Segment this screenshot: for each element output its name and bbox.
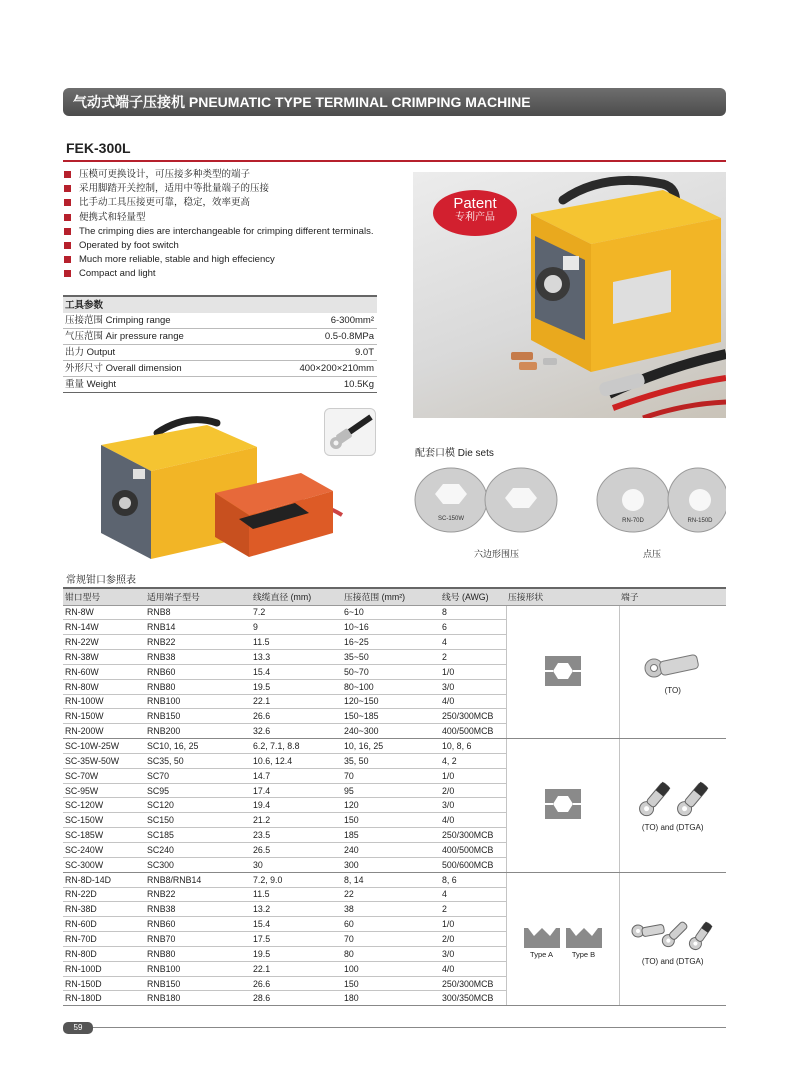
- feature-list: [64, 168, 394, 282]
- terminal-label: (TO) and (DTGA): [641, 957, 704, 967]
- table-cell: 7.2: [251, 605, 342, 620]
- table-cell: RNB22: [145, 887, 251, 902]
- table-cell: SC-300W: [63, 857, 145, 872]
- table-cell: SC-150W: [63, 813, 145, 828]
- table-cell: 150: [342, 813, 440, 828]
- table-cell: 3/0: [440, 798, 506, 813]
- table-cell: SC300: [145, 857, 251, 872]
- terminal-thumbnail: [324, 408, 376, 456]
- type-a-crimp-shape-icon: [524, 918, 560, 948]
- table-cell: 3/0: [440, 679, 506, 694]
- table-cell: 4: [440, 887, 506, 902]
- spec-heading: 工具参数: [63, 295, 377, 313]
- bullet-icon: [64, 171, 71, 178]
- table-cell: 11.5: [251, 635, 342, 650]
- table-cell: 35~50: [342, 650, 440, 665]
- table-cell: RNB38: [145, 902, 251, 917]
- table-cell: RNB14: [145, 620, 251, 635]
- table-cell: SC-10W-25W: [63, 739, 145, 754]
- table-cell: RN-150W: [63, 709, 145, 724]
- terminal-label: (TO): [664, 686, 681, 696]
- table-cell: SC-240W: [63, 843, 145, 858]
- table-cell: RNB8: [145, 605, 251, 620]
- table-cell: 1/0: [440, 768, 506, 783]
- table-cell: 11.5: [251, 887, 342, 902]
- table-cell: 400/500MCB: [440, 724, 506, 739]
- product-photo-main: [413, 172, 726, 418]
- table-cell: 240: [342, 843, 440, 858]
- bullet-icon: [64, 242, 71, 249]
- table-cell: 8, 6: [440, 872, 506, 887]
- table-cell: RNB38: [145, 650, 251, 665]
- table-cell: RN-8D-14D: [63, 872, 145, 887]
- table-cell: 4, 2: [440, 753, 506, 768]
- table-cell: 95: [342, 783, 440, 798]
- page-number: 59: [63, 1022, 93, 1034]
- terminal-label: (TO) and (DTGA): [641, 822, 704, 832]
- table-cell: RN-180D: [63, 991, 145, 1006]
- spec-row: 外形尺寸 Overall dimension 400×200×210mm: [63, 361, 377, 377]
- table-cell: 8: [440, 605, 506, 620]
- die-sets-photo: [413, 460, 726, 540]
- col-header: 端子: [619, 588, 726, 605]
- spec-table: [63, 295, 377, 393]
- table-cell: RN-80W: [63, 679, 145, 694]
- table-cell: 15.4: [251, 917, 342, 932]
- table-cell: 250/300MCB: [440, 976, 506, 991]
- spec-row: 出力 Output 9.0T: [63, 345, 377, 361]
- die-caption-point: 点压: [643, 549, 662, 559]
- table-cell: 180: [342, 991, 440, 1006]
- table-cell: 19.5: [251, 679, 342, 694]
- footer-rule: [93, 1027, 726, 1028]
- table-cell: RN-22D: [63, 887, 145, 902]
- table-cell: RNB80: [145, 679, 251, 694]
- die-label: RN-150D: [687, 518, 713, 524]
- col-header: 钳口型号: [63, 588, 145, 605]
- table-cell: 80: [342, 946, 440, 961]
- die-label: RN-70D: [622, 518, 644, 524]
- table-cell: 15.4: [251, 664, 342, 679]
- table-cell: 14.7: [251, 768, 342, 783]
- table-cell: RNB180: [145, 991, 251, 1006]
- table-cell: 9: [251, 620, 342, 635]
- reference-table-title: 常规钳口参照表: [66, 575, 136, 586]
- table-cell: 28.6: [251, 991, 342, 1006]
- die-caption-hexagon: 六边形围压: [474, 549, 520, 559]
- table-cell: 32.6: [251, 724, 342, 739]
- feature-item: Operated by foot switch: [64, 239, 394, 253]
- bullet-icon: [64, 228, 71, 235]
- table-cell: RN-80D: [63, 946, 145, 961]
- table-cell: 17.4: [251, 783, 342, 798]
- table-cell: 26.6: [251, 976, 342, 991]
- table-cell: 2/0: [440, 932, 506, 947]
- col-header: 压接范围 (mm²): [342, 588, 440, 605]
- table-cell: RN-60D: [63, 917, 145, 932]
- terminal-cell: [619, 605, 726, 739]
- hexagon-crimp-shape-icon: [545, 789, 581, 819]
- table-cell: 8, 14: [342, 872, 440, 887]
- terminal-set-icon: [628, 911, 718, 953]
- table-cell: 10, 16, 25: [342, 739, 440, 754]
- model-number: FEK-300L: [66, 140, 131, 156]
- terminal-lug-icon: [325, 409, 375, 455]
- table-cell: 150: [342, 976, 440, 991]
- table-cell: RNB150: [145, 976, 251, 991]
- type-a-label: Type A: [530, 950, 553, 960]
- type-b-label: Type B: [571, 950, 596, 960]
- table-cell: 2/0: [440, 783, 506, 798]
- feature-item: Compact and light: [64, 267, 394, 281]
- table-cell: 250/300MCB: [440, 709, 506, 724]
- table-cell: RN-38D: [63, 902, 145, 917]
- table-cell: SC-35W-50W: [63, 753, 145, 768]
- table-cell: 4/0: [440, 694, 506, 709]
- table-cell: 185: [342, 828, 440, 843]
- type-b-crimp-shape-icon: [566, 918, 602, 948]
- table-cell: RNB200: [145, 724, 251, 739]
- bullet-icon: [64, 214, 71, 221]
- table-cell: 22: [342, 887, 440, 902]
- bullet-icon: [64, 256, 71, 263]
- terminal-cell: [619, 739, 726, 873]
- feature-item: 比手动工具压接更可靠，稳定，效率更高: [64, 196, 394, 210]
- table-cell: 19.4: [251, 798, 342, 813]
- table-cell: SC-120W: [63, 798, 145, 813]
- table-row: [63, 605, 726, 620]
- spec-row: 压接范围 Crimping range 6-300mm²: [63, 313, 377, 329]
- table-cell: 100: [342, 961, 440, 976]
- table-cell: 13.2: [251, 902, 342, 917]
- table-cell: RNB70: [145, 932, 251, 947]
- table-cell: 6~10: [342, 605, 440, 620]
- feature-item: Much more reliable, stable and high effeciency: [64, 253, 394, 267]
- table-cell: 2: [440, 902, 506, 917]
- table-cell: 13.3: [251, 650, 342, 665]
- table-cell: 22.1: [251, 961, 342, 976]
- bullet-icon: [64, 270, 71, 277]
- col-header: 线缆直径 (mm): [251, 588, 342, 605]
- table-cell: 120: [342, 798, 440, 813]
- table-cell: SC-70W: [63, 768, 145, 783]
- hexagon-crimp-shape-icon: [545, 656, 581, 686]
- table-cell: 16~25: [342, 635, 440, 650]
- table-cell: 1/0: [440, 664, 506, 679]
- table-cell: RNB100: [145, 961, 251, 976]
- table-cell: 500/600MCB: [440, 857, 506, 872]
- terminal-cell: [619, 872, 726, 1006]
- table-cell: SC185: [145, 828, 251, 843]
- table-cell: 6: [440, 620, 506, 635]
- bullet-icon: [64, 199, 71, 206]
- col-header: 适用端子型号: [145, 588, 251, 605]
- table-cell: 10, 8, 6: [440, 739, 506, 754]
- table-cell: RNB22: [145, 635, 251, 650]
- table-cell: 50~70: [342, 664, 440, 679]
- page-title: 气动式端子压接机 PNEUMATIC TYPE TERMINAL CRIMPING MACHINE: [63, 88, 726, 116]
- feature-item: 压模可更换设计，可压接多种类型的端子: [64, 168, 394, 182]
- ring-terminal-icon: [642, 648, 704, 682]
- table-cell: SC-185W: [63, 828, 145, 843]
- table-cell: RNB80: [145, 946, 251, 961]
- col-header: 线号 (AWG): [440, 588, 506, 605]
- table-cell: RN-150D: [63, 976, 145, 991]
- table-cell: 10.6, 12.4: [251, 753, 342, 768]
- table-cell: RNB60: [145, 664, 251, 679]
- table-cell: RN-60W: [63, 664, 145, 679]
- table-cell: 120~150: [342, 694, 440, 709]
- table-cell: 70: [342, 932, 440, 947]
- table-header-row: [63, 588, 726, 605]
- table-row: [63, 872, 726, 887]
- crimp-shape-cell: [506, 872, 619, 1006]
- table-cell: SC95: [145, 783, 251, 798]
- table-cell: 300/350MCB: [440, 991, 506, 1006]
- feature-item: 采用脚踏开关控制，适用中等批量端子的压接: [64, 182, 394, 196]
- table-row: [63, 739, 726, 754]
- table-cell: RN-14W: [63, 620, 145, 635]
- bullet-icon: [64, 185, 71, 192]
- table-cell: 4/0: [440, 961, 506, 976]
- table-cell: 80~100: [342, 679, 440, 694]
- table-cell: 250/300MCB: [440, 828, 506, 843]
- table-cell: 26.5: [251, 843, 342, 858]
- table-cell: 2: [440, 650, 506, 665]
- table-cell: 7.2, 9.0: [251, 872, 342, 887]
- tube-terminal-pair-icon: [633, 779, 713, 819]
- table-cell: SC35, 50: [145, 753, 251, 768]
- spec-row: 气压范围 Air pressure range 0.5-0.8MPa: [63, 329, 377, 345]
- table-cell: SC150: [145, 813, 251, 828]
- table-cell: 70: [342, 768, 440, 783]
- table-cell: RNB150: [145, 709, 251, 724]
- table-cell: 4/0: [440, 813, 506, 828]
- table-cell: 1/0: [440, 917, 506, 932]
- table-cell: RN-8W: [63, 605, 145, 620]
- table-cell: 60: [342, 917, 440, 932]
- table-cell: 10~16: [342, 620, 440, 635]
- feature-item: The crimping dies are interchangeable for crimping different terminals.: [64, 225, 394, 239]
- table-cell: RN-70D: [63, 932, 145, 947]
- table-cell: 17.5: [251, 932, 342, 947]
- table-cell: 26.6: [251, 709, 342, 724]
- table-cell: SC70: [145, 768, 251, 783]
- model-divider: [63, 160, 726, 162]
- table-cell: 23.5: [251, 828, 342, 843]
- die-label: SC-150W: [437, 516, 465, 522]
- table-cell: SC240: [145, 843, 251, 858]
- table-cell: RN-38W: [63, 650, 145, 665]
- table-cell: 240~300: [342, 724, 440, 739]
- table-cell: 30: [251, 857, 342, 872]
- reference-table: [63, 587, 726, 1006]
- table-cell: SC10, 16, 25: [145, 739, 251, 754]
- table-cell: 38: [342, 902, 440, 917]
- table-cell: SC-95W: [63, 783, 145, 798]
- crimp-shape-cell: [506, 739, 619, 873]
- table-cell: 150~185: [342, 709, 440, 724]
- crimp-shape-cell: [506, 605, 619, 739]
- table-cell: SC120: [145, 798, 251, 813]
- patent-badge: Patent 专利产品: [433, 190, 517, 236]
- table-cell: RNB8/RNB14: [145, 872, 251, 887]
- col-header: 压接形状: [506, 588, 619, 605]
- table-cell: 4: [440, 635, 506, 650]
- table-cell: RN-100W: [63, 694, 145, 709]
- table-cell: 300: [342, 857, 440, 872]
- die-sets-title: 配套口模 Die sets: [415, 448, 494, 459]
- table-cell: RNB100: [145, 694, 251, 709]
- feature-item: 便携式和轻量型: [64, 211, 394, 225]
- table-cell: 22.1: [251, 694, 342, 709]
- table-cell: 21.2: [251, 813, 342, 828]
- table-cell: 35, 50: [342, 753, 440, 768]
- table-cell: 400/500MCB: [440, 843, 506, 858]
- spec-row: 重量 Weight 10.5Kg: [63, 377, 377, 393]
- die-sets-illustration: [413, 460, 726, 540]
- table-cell: RN-200W: [63, 724, 145, 739]
- table-cell: RN-100D: [63, 961, 145, 976]
- table-cell: RNB60: [145, 917, 251, 932]
- table-cell: 3/0: [440, 946, 506, 961]
- table-cell: RN-22W: [63, 635, 145, 650]
- table-cell: 6.2, 7.1, 8.8: [251, 739, 342, 754]
- table-cell: 19.5: [251, 946, 342, 961]
